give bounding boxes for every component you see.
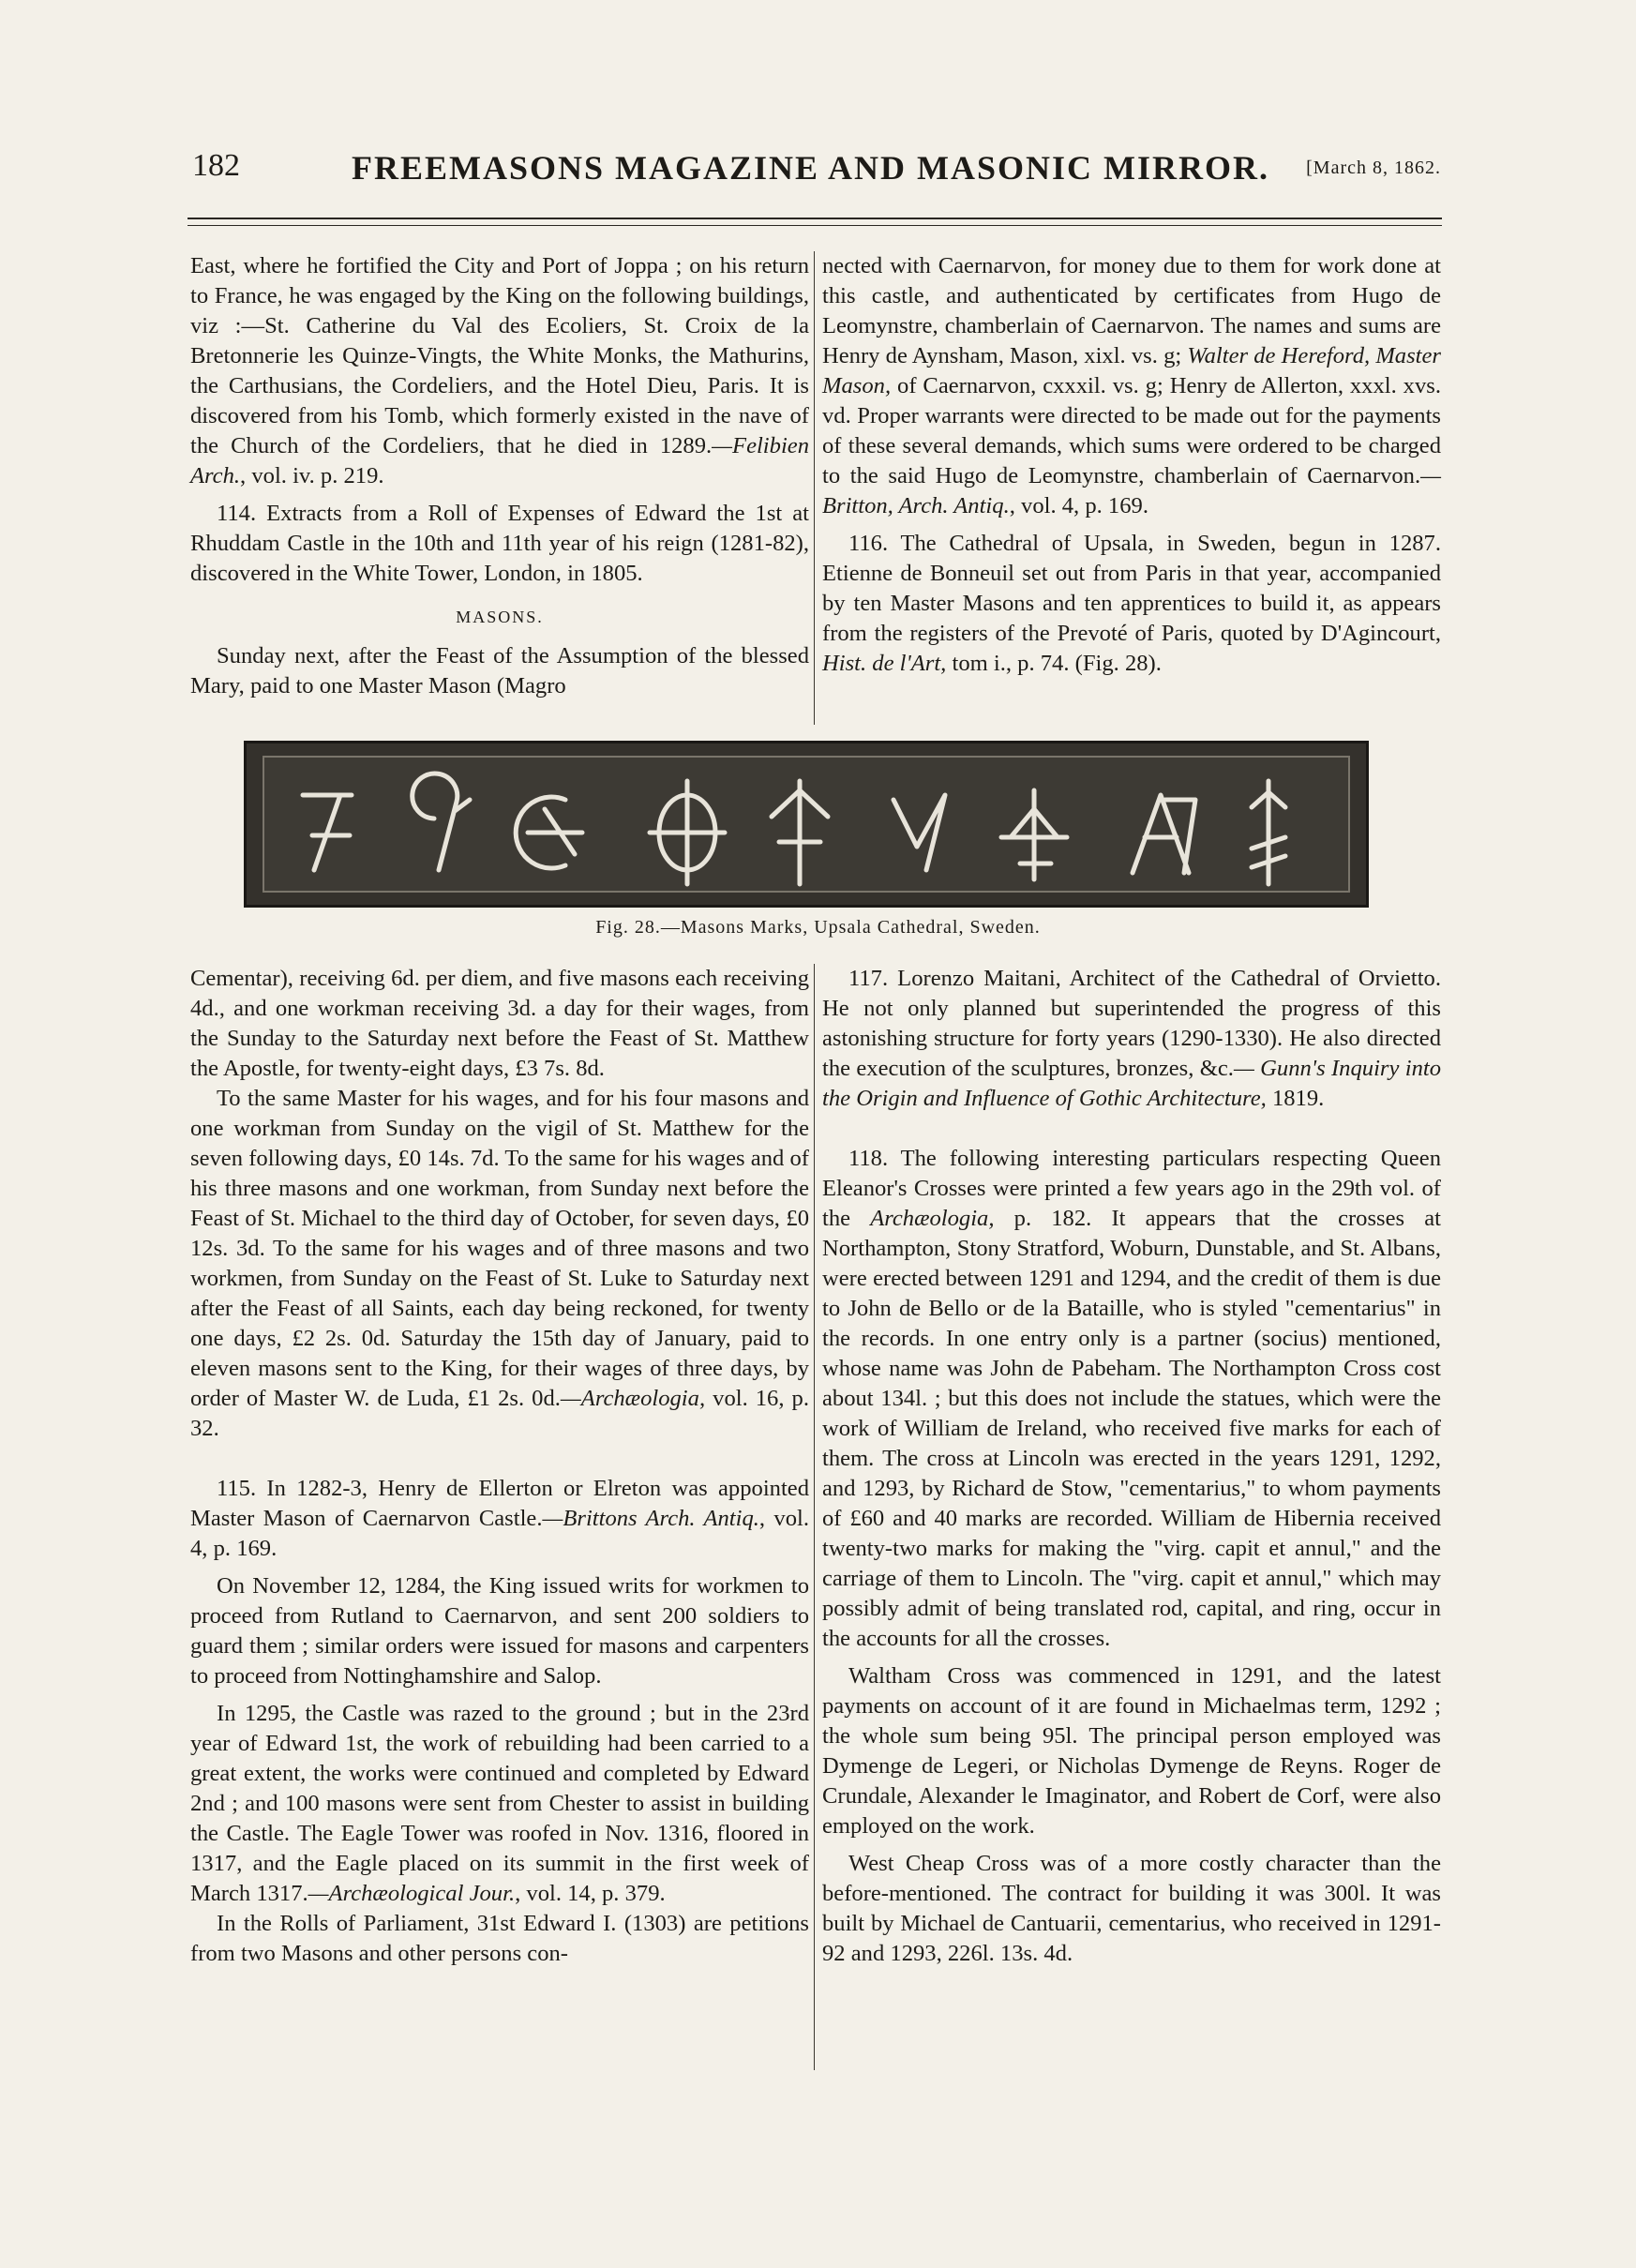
paragraph [190,1474,809,1564]
citation: —Felibien Arch. [190,433,809,488]
paragraph-text: 116. The Cathedral of Upsala, in Sweden, begun in 1287. Etienne de Bonneuil set out from Paris in that year, accompanied by ten Master Masons and ten apprentices to build it, as appears from the registers of the Prevoté of Paris, quoted by D'Agincourt, [822,531,1441,646]
paragraph: Sunday next, after the Feast of the Assumption of the blessed Mary, paid to one Master Mason (Magro [190,643,809,698]
paragraph: In the Rolls of Parliament, 31st Edward I. (1303) are petitions from two Masons and other persons con- [190,1911,809,1966]
paragraph: West Cheap Cross was of a more costly character than the before-mentioned. The contract for building it was 300l. It was built by Michael de Cantuarii, cementarius, who received in 1291-92 and 1293, 226l. 13s. 4d. [822,1851,1441,1966]
issue-date: [March 8, 1862. [1306,158,1441,178]
paragraph-text: tom i., p. 74. (Fig. 28). [952,651,1162,676]
citation: —Britton, Arch. Antiq. [822,463,1441,518]
column-divider [814,251,815,725]
paragraph [822,529,1441,679]
paragraph-text: 118. The following interesting particulars respecting Queen Eleanor's Crosses were printed a few years ago in the 29th vol. of the [822,1146,1441,1231]
paragraph-text: of Caernarvon, cxxxil. vs. g; Henry de Allerton, xxxl. xvs. vd. Proper warrants were directed to be made out for the payments of these several demands, which sums were ordered to be charged to the said Hugo de Leomynstre, chamberlain of Caernarvon. [822,373,1441,488]
paragraph [822,251,1441,521]
column-divider [814,964,815,2070]
paragraph-text: nected with Caernarvon, for money due to them for work done at this castle, and authenticated by certificates from Hugo de Leomynstre, chamberlain of Caernarvon. The names and sums are Henry de Aynsham, Mason, xixl. vs. g; [822,253,1441,368]
column-bottom-right [822,964,1441,1969]
paragraph: Waltham Cross was commenced in 1291, and the latest payments on account of it are found in Michaelmas term, 1292 ; the whole sum being 95l. The principal person employed was Dymenge de Legeri, or Nicholas Dymenge de Reyns. Roger de Crundale, Alexander le Imaginator, and Robert de Corf, were also employed on the work. [822,1663,1441,1839]
citation: —Brittons Arch. Antiq. [542,1506,759,1531]
paragraph [190,1084,809,1444]
column-top-right [822,251,1441,679]
figure-illustration [247,743,1366,905]
paragraph-text: In 1295, the Castle was razed to the ground ; but in the 23rd year of Edward 1st, the work of rebuilding had been carried to a great extent, the works were continued and completed by Edward 2nd ; and 100 masons were sent from Chester to assist in building the Castle. The Eagle Tower was roofed in Nov. 1316, floored in 1317, and the Eagle placed on its summit in the first week of March 1317. [190,1701,809,1906]
paragraph-text: vol. 16, p. 32. [190,1386,809,1441]
paragraph [822,964,1441,1114]
paragraph: 114. Extracts from a Roll of Expenses of Edward the 1st at Rhuddam Castle in the 10th and 11th year of his reign (1281-82), discovered in the White Tower, London, in 1805. [190,501,809,586]
paragraph [822,1144,1441,1654]
masons-marks-figure [244,741,1369,908]
paragraph-text: To the same Master for his wages, and for his four masons and one workman from Sunday on the vigil of St. Matthew for the seven following days, £0 14s. 7d. To the same for his wages and of his three masons and one workman, from Sunday next before the Feast of St. Michael to the third day of October, for seven days, £0 12s. 3d. To the same for his wages and of three masons and two workmen, from Sunday on the Feast of St. Luke to Saturday next after the Feast of all Saints, each day being reckoned, for twenty one days, £2 2s. 0d. Saturday the 15th day of January, paid to eleven masons sent to the King, for their wages of three days, by order of Master W. de Luda, £1 2s. 0d. [190,1086,809,1411]
figure-caption: Fig. 28.—Masons Marks, Upsala Cathedral, Sweden. [595,917,1041,938]
paragraph: On November 12, 1284, the King issued writs for workmen to proceed from Rutland to Caernarvon, and sent 200 soldiers to guard them ; similar orders were issued for masons and carpenters to proceed from Nottinghamshire and Salop. [190,1573,809,1689]
paragraph: Cementar), receiving 6d. per diem, and five masons each receiving 4d., and one workman receiving 3d. a day for their wages, from the Sunday to the Saturday next before the Feast of St. Matthew the Apostle, for twenty-eight days, £3 7s. 8d. [190,966,809,1081]
column-bottom-left [190,964,809,1969]
paragraph-text: 1819. [1271,1086,1325,1111]
citation: — Gunn's Inquiry into the Origin and Influence of Gothic Architecture, [822,1056,1441,1111]
paragraph-text: , vol. iv. p. 219. [240,463,384,488]
paragraph-text: East, where he fortified the City and Port of Joppa ; on his return to France, he was engaged by the King on the following buildings, viz :—St. Catherine du Val des Ecoliers, St. Croix de la Bretonnerie les Quinze-Vingts, the White Monks, the Mathurins, the Carthusians, the Cordeliers, and the Hotel Dieu, Paris. It is discovered from his Tomb, which formerly existed in the nave of the Church of the Cordeliers, that he died in 1289. [190,253,809,458]
paragraph-text: , vol. 4, p. 169. [190,1506,809,1561]
magazine-title: FREEMASONS MAGAZINE AND MASONIC MIRROR. [352,149,1270,187]
paragraph-text: 117. Lorenzo Maitani, Architect of the Cathedral of Orvietto. He not only planned but superintended the progress of this astonishing structure for forty years (1290-1330). He also directed the execution of the sculptures, bronzes, &c. [822,966,1441,1081]
citation: —Archæologia, [560,1386,706,1411]
header-rule-thin [188,225,1442,226]
page-header [192,148,1439,195]
paragraph-text: p. 182. It appears that the crosses at Northampton, Stony Stratford, Woburn, Dunstable, and St. Albans, were erected between 1291 and 1294, and the credit of them is due to John de Bello or de la Bataille, who is styled "cementarius" in the records. In one entry only is a partner (socius) mentioned, whose name was John de Pabeham. The Northampton Cross cost about 134l. ; but this does not include the statues, which were the work of William de Ireland, who received five marks for each of them. The cross at Lincoln was erected in the years 1291, 1292, and 1293, by Richard de Stow, "cementarius," to whom payments of £60 and 40 marks are recorded. William de Hibernia received twenty-two marks for making the "virg. capit et annul," and the carriage of them to Lincoln. The "virg. capit et annul," which may possibly admit of being translated rod, capital, and ring, occur in the accounts for all the crosses. [822,1206,1442,1651]
italic-text: Walter de Hereford, Master Mason, [822,343,1441,398]
paragraph-text: , vol. 14, p. 379. [515,1881,666,1906]
paragraph [190,251,809,491]
paragraph-text: 115. In 1282-3, Henry de Ellerton or Elreton was appointed Master Mason of Caernarvon Castle. [190,1476,809,1531]
citation: —Archæological Jour. [308,1881,516,1906]
paragraph [190,1699,809,1909]
column-top-left [190,251,809,701]
citation: Hist. de l'Art, [822,651,947,676]
section-heading: MASONS. [456,608,544,626]
citation: Archæologia, [870,1206,995,1231]
paragraph-text: , vol. 4, p. 169. [1009,493,1148,518]
header-rule [188,218,1442,219]
page-number: 182 [192,148,240,183]
